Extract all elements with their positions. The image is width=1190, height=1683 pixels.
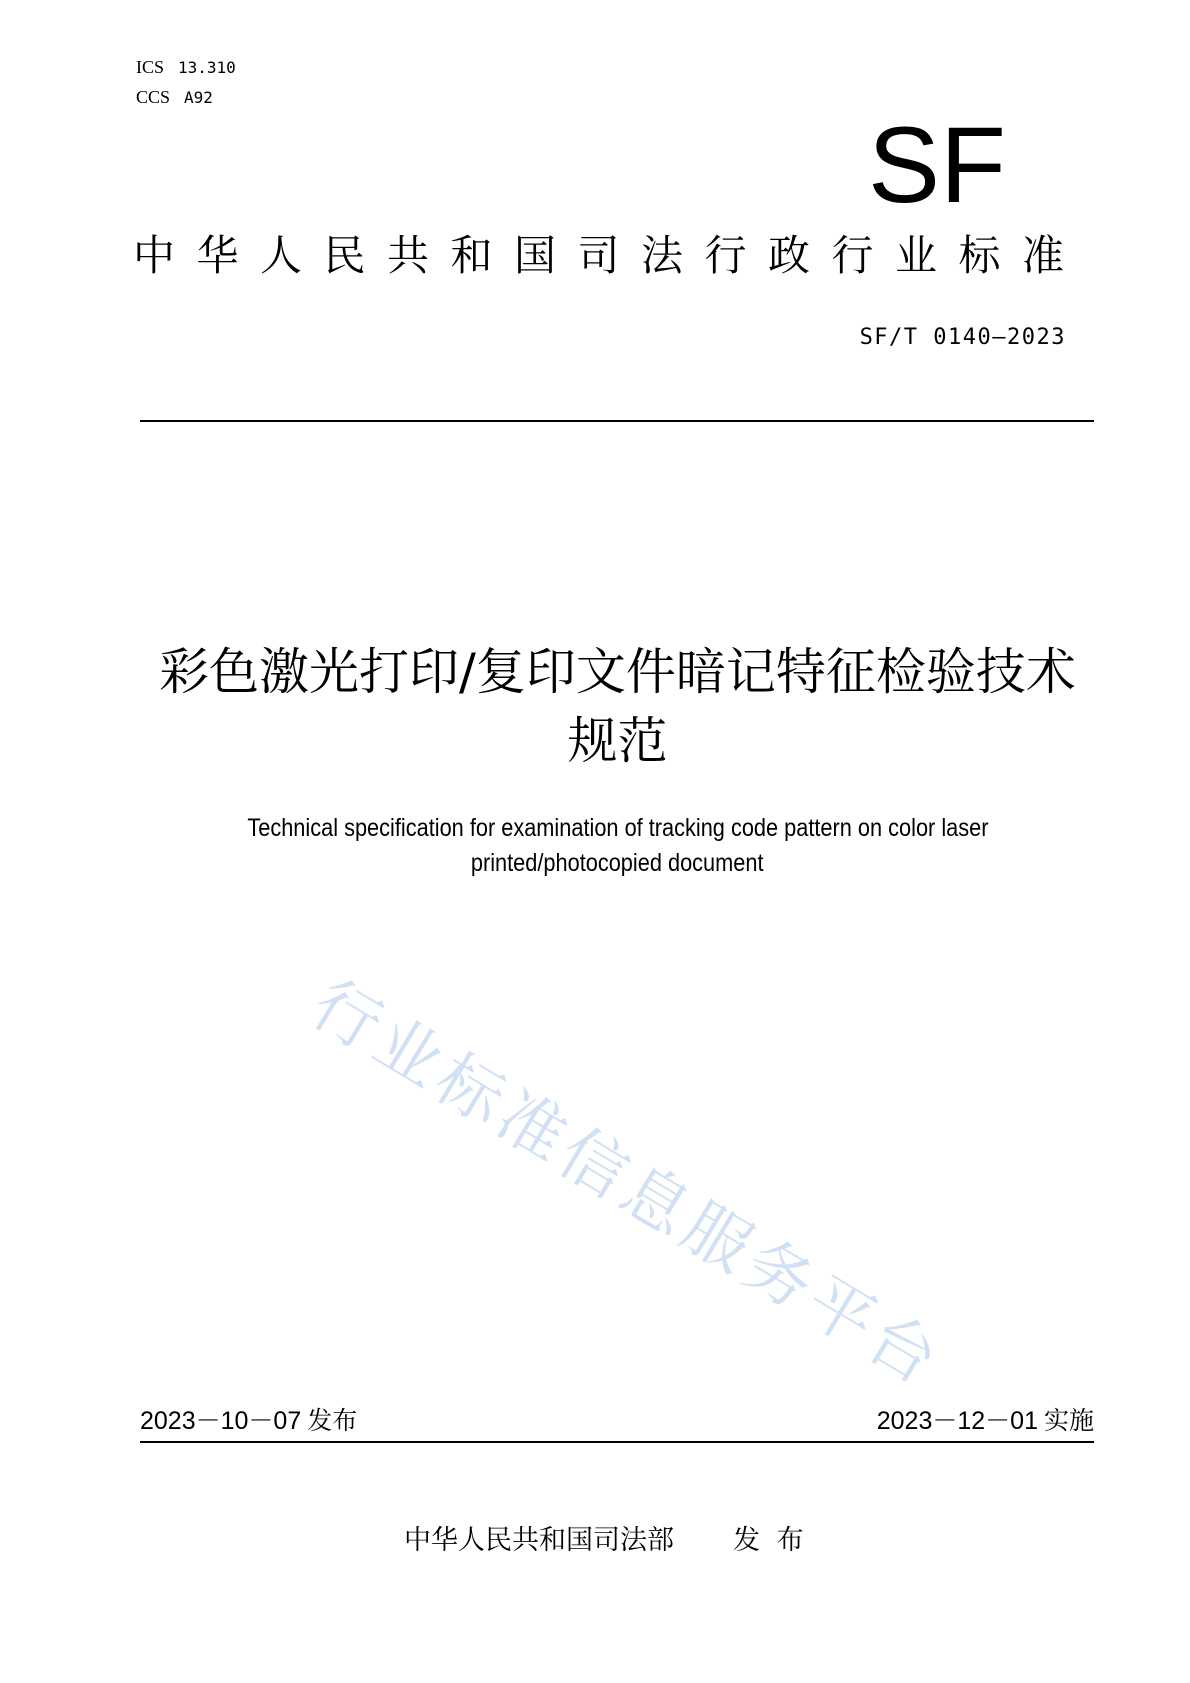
title-en-line-1-text: Technical specification for examination of tracking code pattern on color laser bbox=[246, 814, 989, 842]
standard-number: SF/T 0140—2023 bbox=[859, 325, 1066, 350]
issue-date bbox=[140, 1409, 357, 1434]
ccs-code: A92 bbox=[184, 88, 213, 107]
ccs-label: CCS bbox=[136, 87, 171, 107]
implement-date-label: 实施 bbox=[1043, 1407, 1094, 1435]
implement-date-value: 2023－12－01 bbox=[876, 1407, 1038, 1435]
watermark: 行业标准信息服务平台 bbox=[298, 965, 956, 1402]
sf-logo: SF bbox=[868, 104, 1007, 225]
issue-date-label: 发布 bbox=[307, 1407, 358, 1435]
ics-label: ICS bbox=[136, 57, 165, 77]
issuer-name: 中华人民共和国司法部 bbox=[404, 1525, 674, 1556]
top-divider bbox=[140, 420, 1094, 422]
ccs-classification bbox=[136, 88, 213, 107]
title-zh-line-2: 规范 bbox=[567, 712, 668, 770]
ics-classification bbox=[136, 58, 236, 77]
bottom-divider bbox=[140, 1441, 1094, 1443]
issuer-action: 发 布 bbox=[733, 1525, 808, 1556]
standard-type-heading: 中华人民共和国司法行政行业标准 bbox=[133, 231, 1086, 280]
issue-date-value: 2023－10－07 bbox=[140, 1407, 302, 1435]
title-zh-line-1: 彩色激光打印/复印文件暗记特征检验技术 bbox=[159, 643, 1076, 701]
title-en-line-2 bbox=[45, 851, 1190, 876]
title-en-line-2-text: printed/photocopied document bbox=[471, 849, 764, 877]
ics-code: 13.310 bbox=[178, 58, 236, 77]
title-en-line-1 bbox=[45, 816, 1190, 841]
implement-date bbox=[877, 1409, 1094, 1434]
